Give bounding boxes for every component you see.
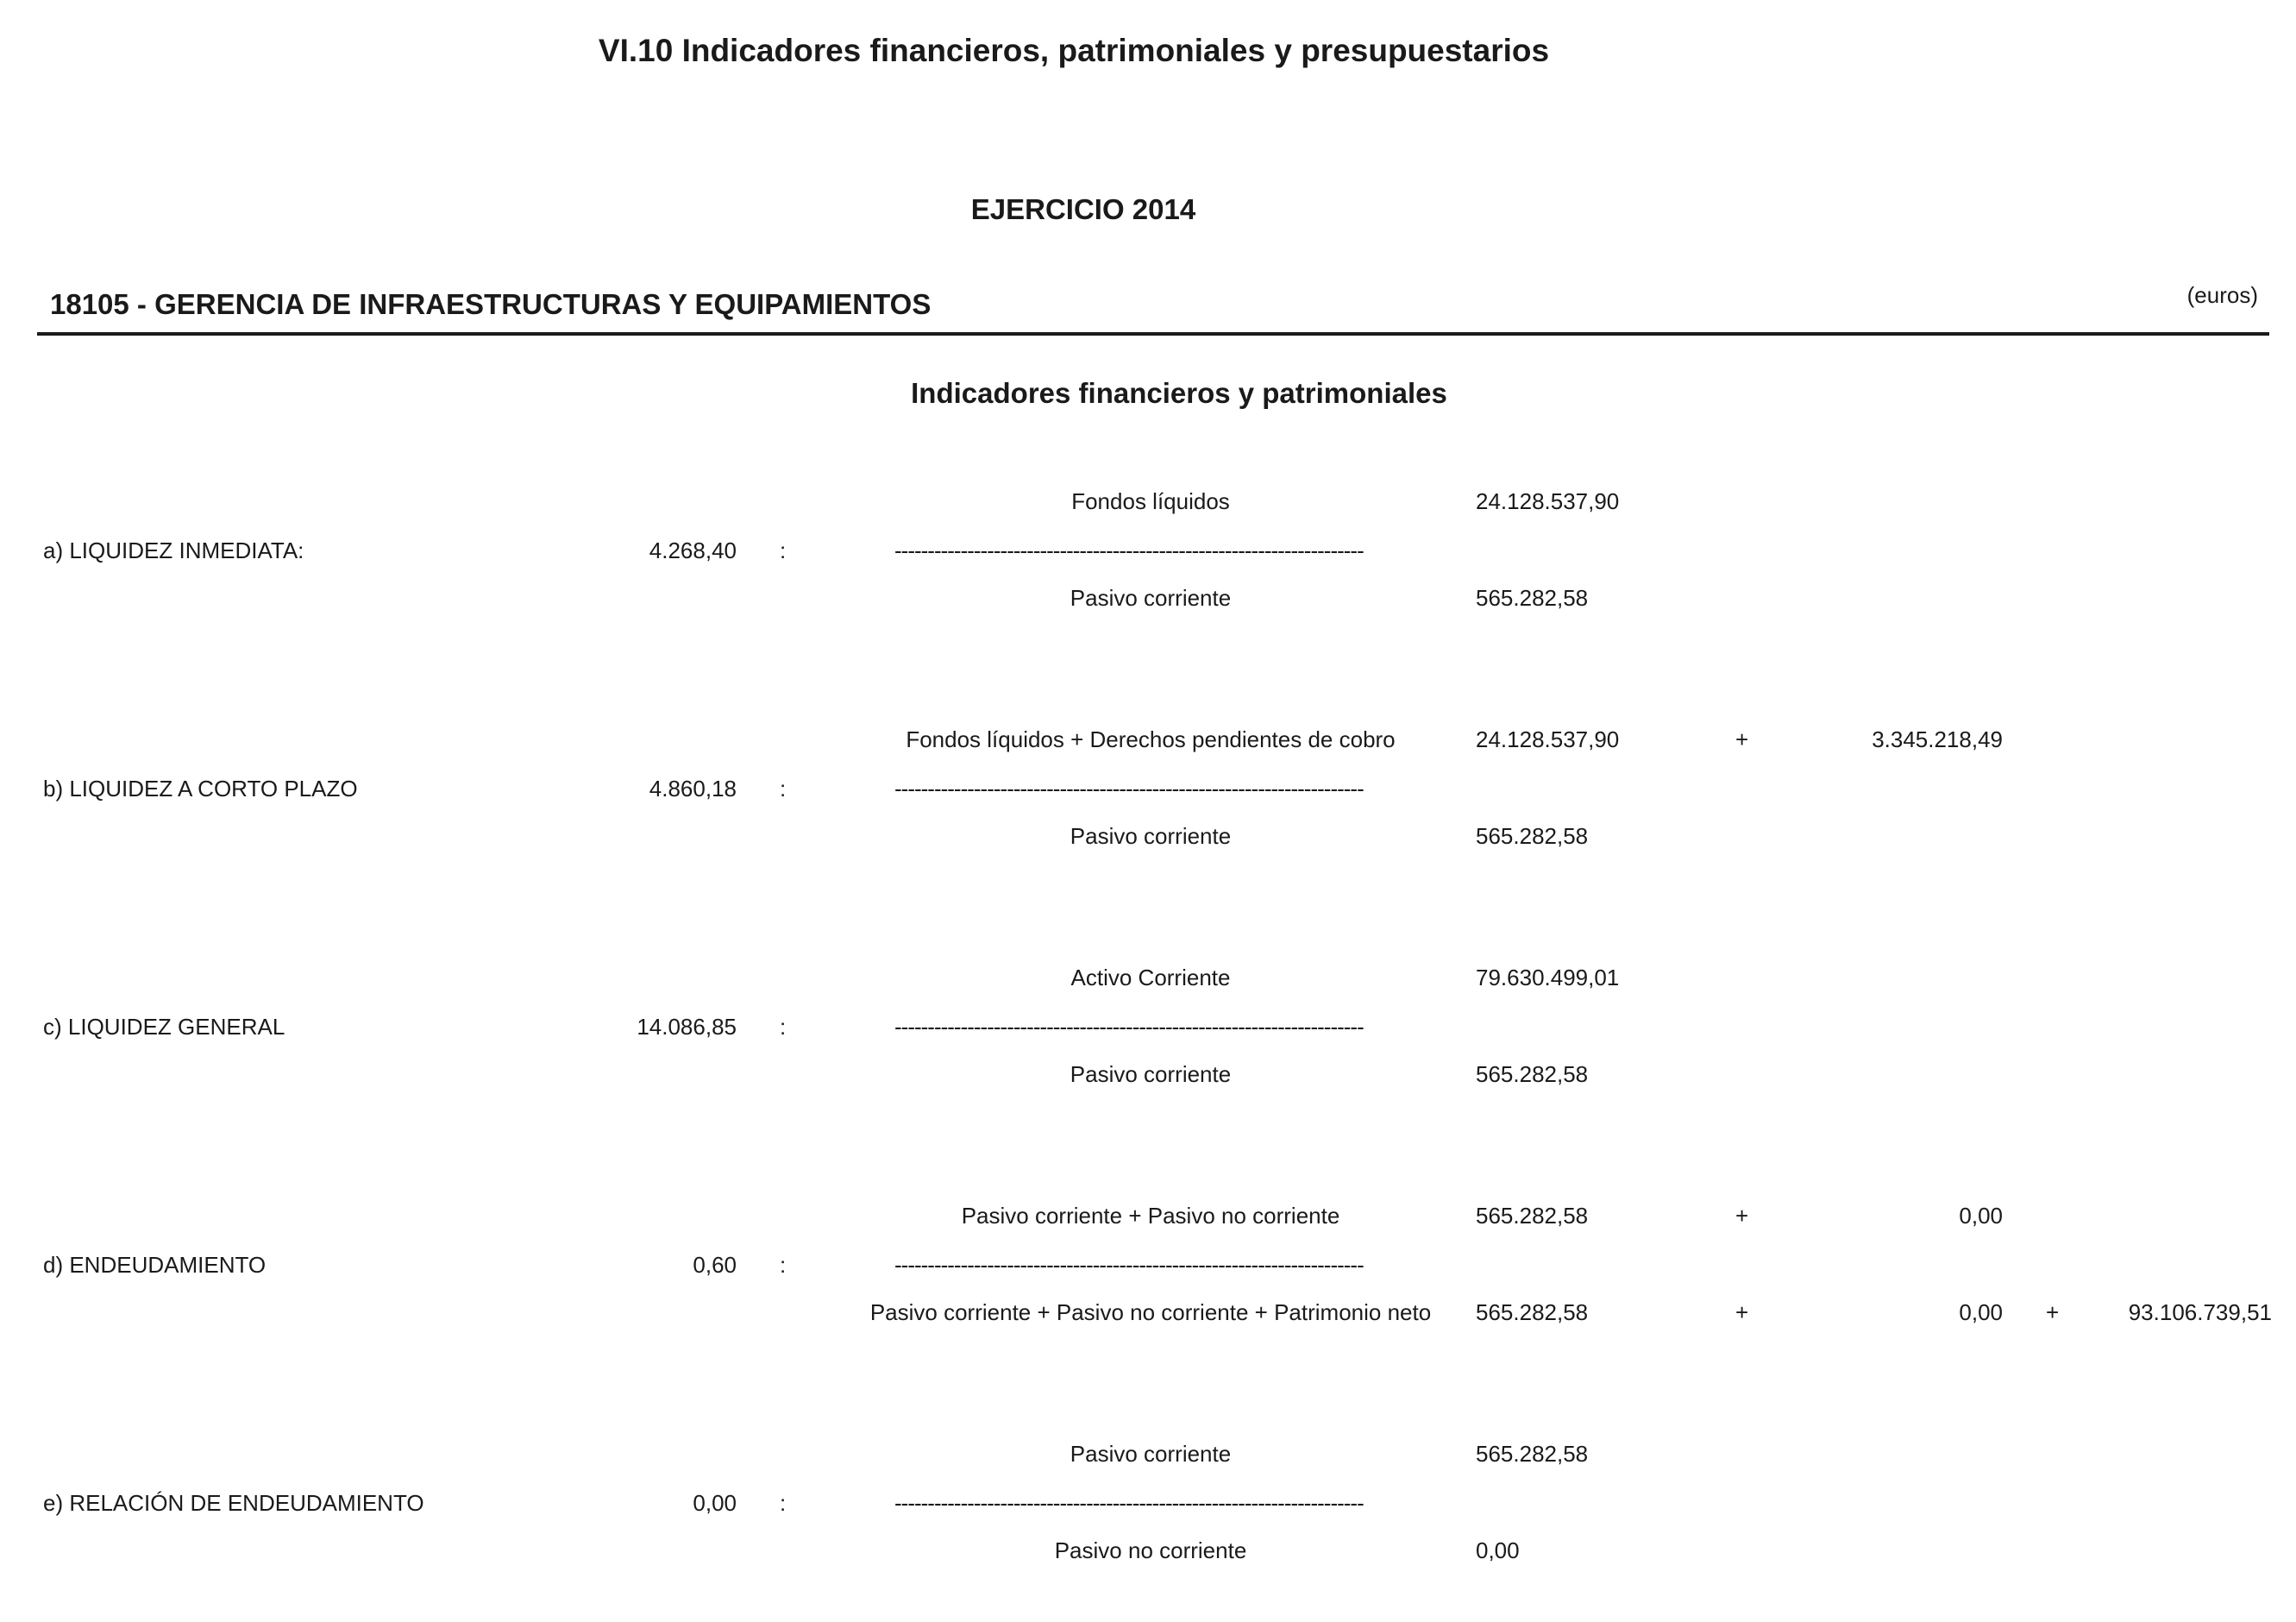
denominator-label: Pasivo corriente — [1070, 1061, 1232, 1087]
fraction-divider: ----------------------------------------------------------------------- — [894, 538, 1364, 563]
document-title: VI.10 Indicadores financieros, patrimoniales y presupuestarios — [598, 33, 1550, 68]
denominator-value-1: 565.282,58 — [1476, 585, 1589, 611]
denominator-label: Pasivo no corriente — [1054, 1537, 1247, 1563]
indicator-value: 0,00 — [693, 1490, 737, 1516]
indicator-label: c) LIQUIDEZ GENERAL — [43, 1014, 285, 1040]
denominator-plus-2: + — [2046, 1299, 2060, 1325]
denominator-value-1: 565.282,58 — [1476, 1061, 1589, 1087]
entity-name: 18105 - GERENCIA DE INFRAESTRUCTURAS Y EQUIPAMIENTOS — [50, 288, 932, 320]
indicator-label: b) LIQUIDEZ A CORTO PLAZO — [43, 776, 358, 802]
indicator-label: d) ENDEUDAMIENTO — [43, 1252, 267, 1278]
indicator-colon: : — [780, 1014, 787, 1040]
denominator-value-2: 0,00 — [1959, 1299, 2003, 1325]
numerator-plus-1: + — [1735, 1203, 1749, 1229]
numerator-value-2: 3.345.218,49 — [1872, 726, 2003, 752]
numerator-label: Fondos líquidos — [1071, 488, 1230, 514]
indicator-value: 14.086,85 — [637, 1014, 737, 1040]
numerator-value-1: 565.282,58 — [1476, 1203, 1589, 1229]
numerator-label: Fondos líquidos + Derechos pendientes de cobro — [906, 726, 1396, 752]
numerator-value-1: 565.282,58 — [1476, 1441, 1589, 1467]
indicator-colon: : — [780, 538, 787, 563]
numerator-label: Pasivo corriente + Pasivo no corriente — [961, 1203, 1340, 1229]
indicator-value: 0,60 — [693, 1252, 737, 1278]
numerator-label: Pasivo corriente — [1070, 1441, 1232, 1467]
denominator-value-1: 0,00 — [1476, 1537, 1520, 1563]
denominator-value-1: 565.282,58 — [1476, 1299, 1589, 1325]
indicator-liquidez-general — [0, 965, 2296, 1146]
numerator-value-1: 79.630.499,01 — [1476, 965, 1620, 990]
indicator-relacion-endeudamiento — [0, 1441, 2296, 1622]
indicator-liquidez-inmediata — [0, 488, 2296, 670]
numerator-plus-1: + — [1735, 726, 1749, 752]
fraction-divider: ----------------------------------------------------------------------- — [894, 1014, 1364, 1040]
indicator-liquidez-corto-plazo — [0, 726, 2296, 908]
header-divider — [37, 332, 2269, 336]
indicator-value: 4.860,18 — [649, 776, 737, 802]
denominator-value-3: 93.106.739,51 — [2128, 1299, 2272, 1325]
indicator-colon: : — [780, 1490, 787, 1516]
indicator-endeudamiento — [0, 1203, 2296, 1384]
indicator-colon: : — [780, 1252, 787, 1278]
numerator-value-2: 0,00 — [1959, 1203, 2003, 1229]
denominator-label: Pasivo corriente — [1070, 823, 1232, 849]
section-title: Indicadores financieros y patrimoniales — [911, 377, 1447, 409]
indicator-colon: : — [780, 776, 787, 802]
currency-unit: (euros) — [2186, 282, 2258, 308]
fraction-divider: ----------------------------------------------------------------------- — [894, 1490, 1364, 1516]
indicator-label: a) LIQUIDEZ INMEDIATA: — [43, 538, 304, 563]
numerator-label: Activo Corriente — [1070, 965, 1231, 990]
indicator-value: 4.268,40 — [649, 538, 737, 563]
numerator-value-1: 24.128.537,90 — [1476, 488, 1620, 514]
denominator-label: Pasivo corriente — [1070, 585, 1232, 611]
fraction-divider: ----------------------------------------------------------------------- — [894, 776, 1364, 802]
fraction-divider: ----------------------------------------------------------------------- — [894, 1252, 1364, 1278]
indicator-label: e) RELACIÓN DE ENDEUDAMIENTO — [43, 1490, 424, 1516]
denominator-value-1: 565.282,58 — [1476, 823, 1589, 849]
exercise-year: EJERCICIO 2014 — [970, 193, 1196, 225]
numerator-value-1: 24.128.537,90 — [1476, 726, 1620, 752]
denominator-plus-1: + — [1735, 1299, 1749, 1325]
denominator-label: Pasivo corriente + Pasivo no corriente + Patrimonio neto — [869, 1299, 1432, 1325]
